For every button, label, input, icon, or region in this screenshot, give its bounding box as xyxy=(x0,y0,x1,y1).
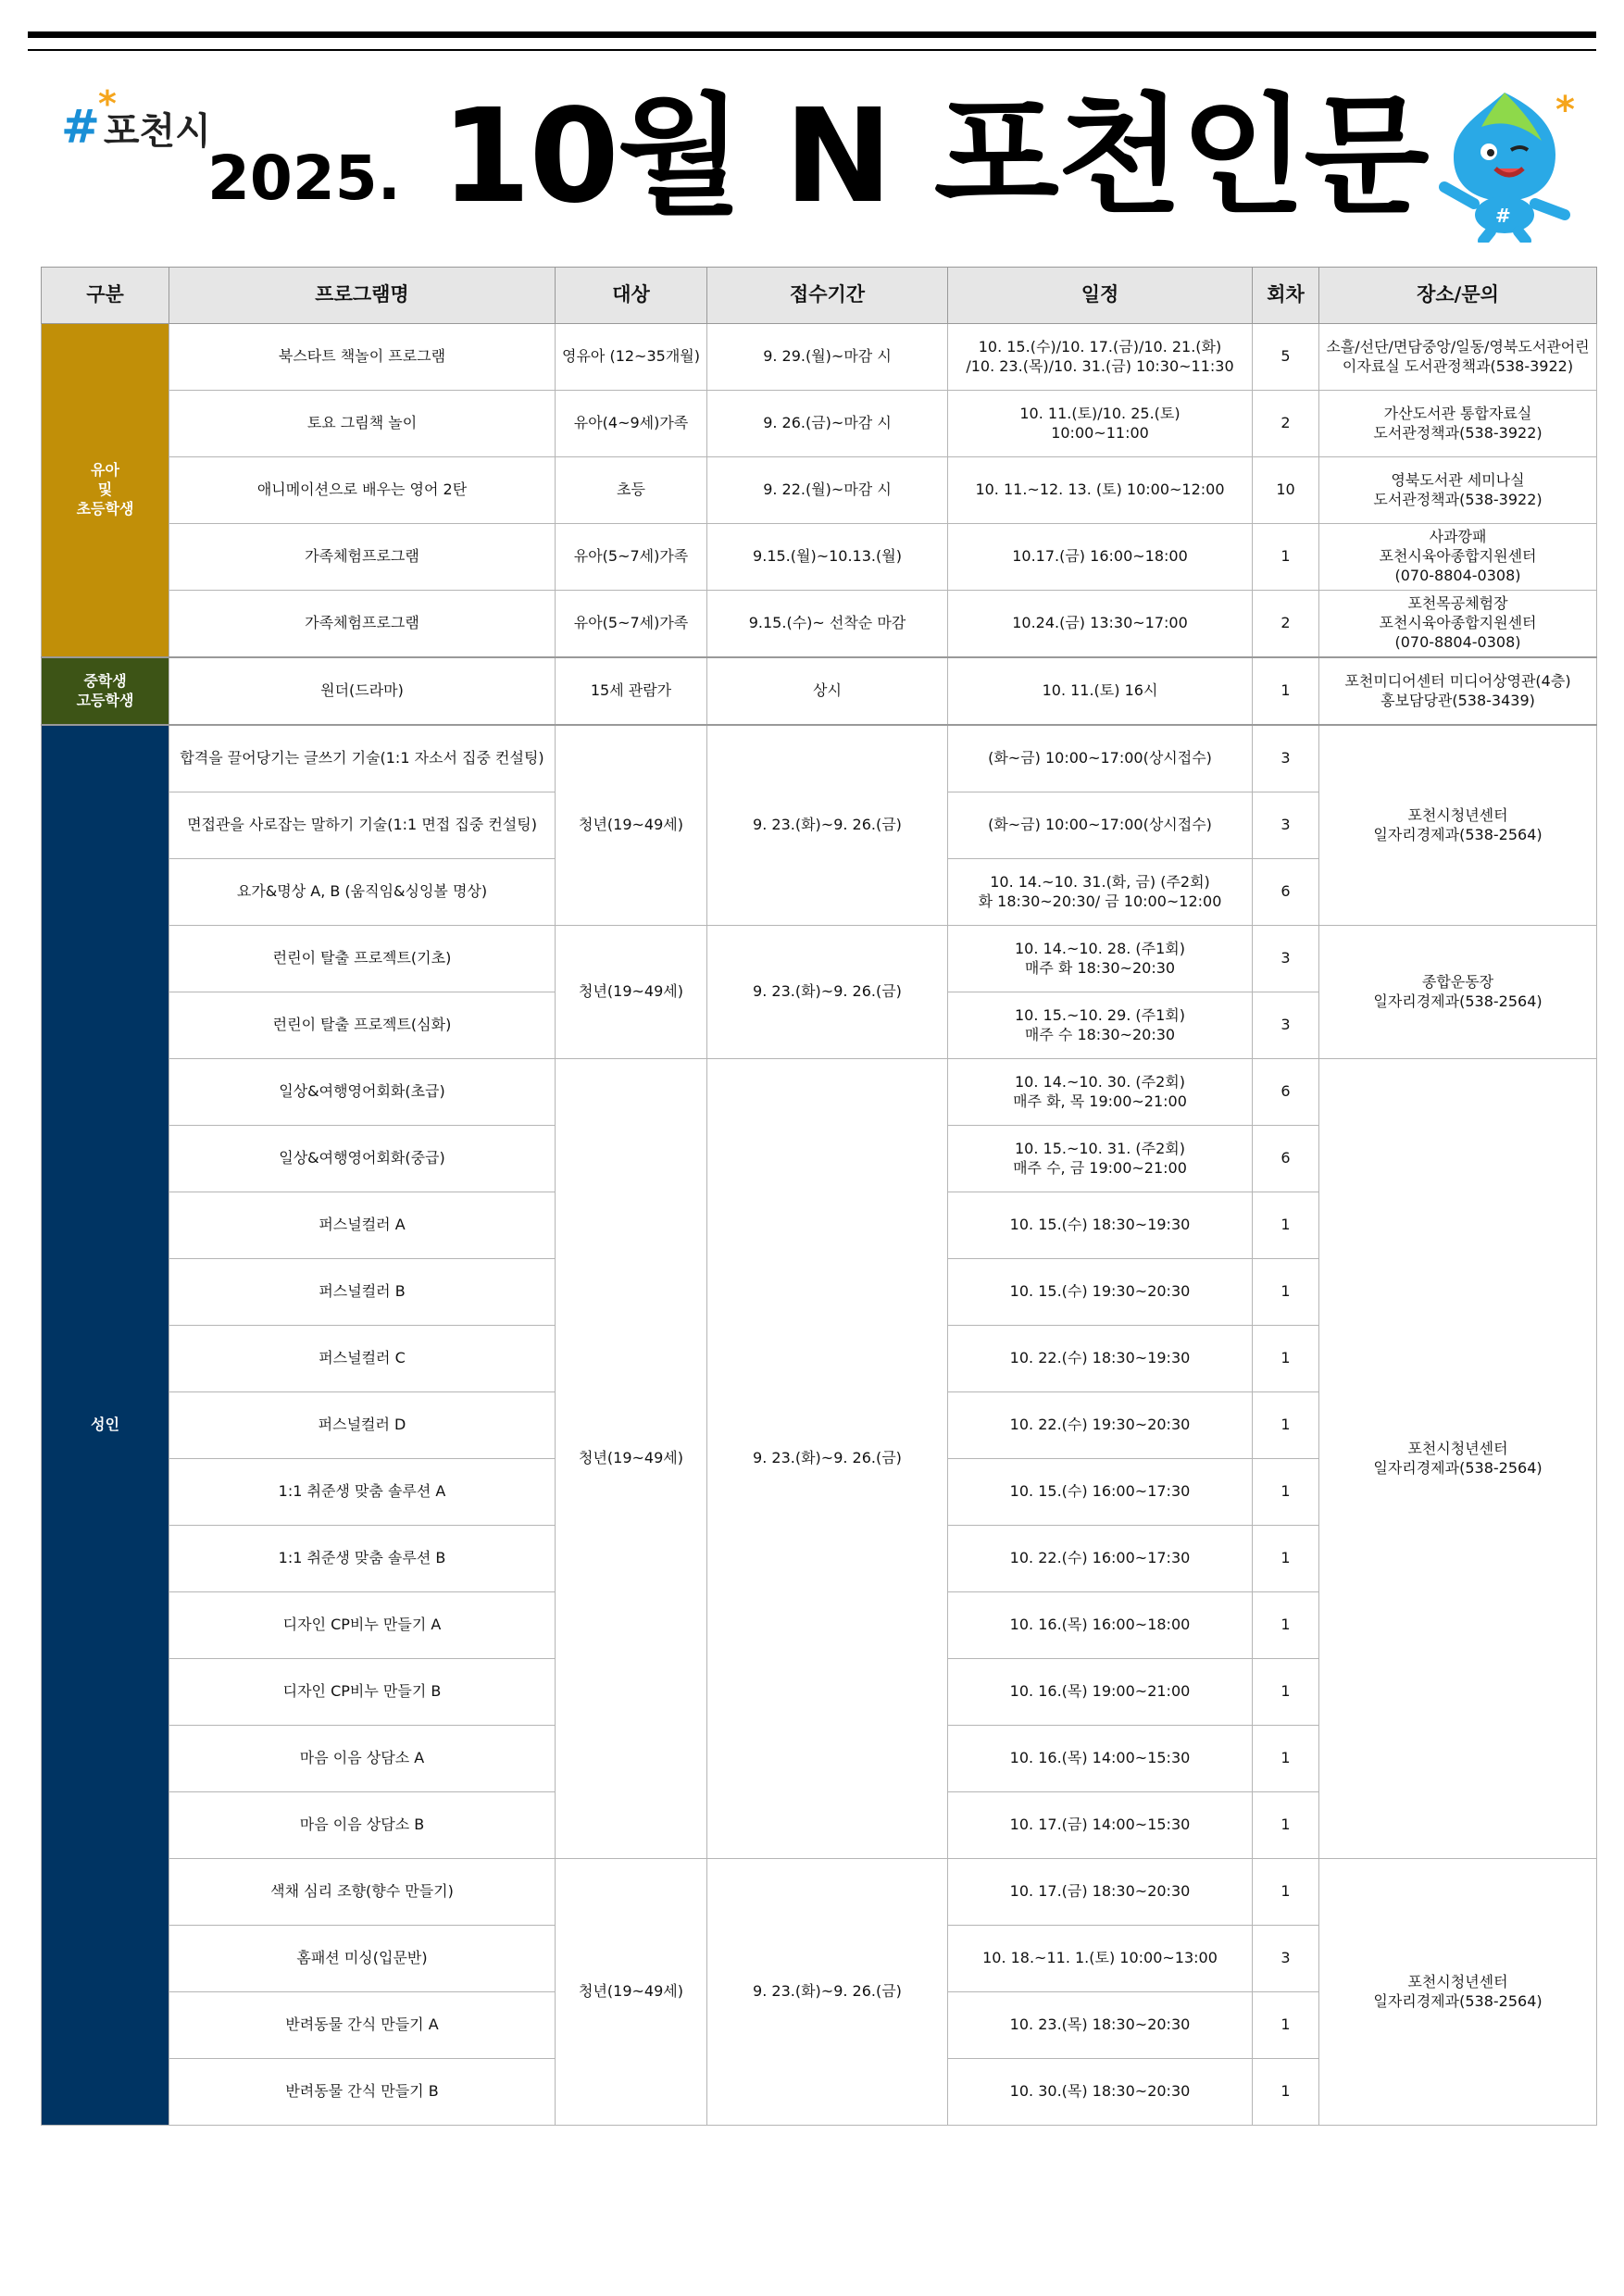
program-name: 1:1 취준생 맞춤 솔루션 A xyxy=(169,1459,556,1526)
schedule: 10. 11.(토) 16시 xyxy=(948,657,1253,725)
period: 9. 26.(금)~마감 시 xyxy=(707,391,948,457)
schedule: 10. 15.(수) 18:30~19:30 xyxy=(948,1192,1253,1259)
count: 1 xyxy=(1253,1592,1319,1659)
program-name: 퍼스널컬러 B xyxy=(169,1259,556,1326)
count: 5 xyxy=(1253,324,1319,391)
place: 사과깡패 포천시육아종합지원센터 (070-8804-0308) xyxy=(1319,524,1597,591)
period: 9. 29.(월)~마감 시 xyxy=(707,324,948,391)
program-name: 면접관을 사로잡는 말하기 기술(1:1 면접 집중 컨설팅) xyxy=(169,792,556,859)
target: 청년(19~49세) xyxy=(556,1859,707,2126)
count: 2 xyxy=(1253,391,1319,457)
target: 유아(5~7세)가족 xyxy=(556,524,707,591)
schedule: 10.24.(금) 13:30~17:00 xyxy=(948,591,1253,658)
count: 1 xyxy=(1253,1992,1319,2059)
period: 9. 23.(화)~9. 26.(금) xyxy=(707,1059,948,1859)
schedule: 10.17.(금) 16:00~18:00 xyxy=(948,524,1253,591)
schedule: 10. 16.(목) 19:00~21:00 xyxy=(948,1659,1253,1726)
program-name: 반려동물 간식 만들기 A xyxy=(169,1992,556,2059)
table-row xyxy=(42,391,1597,457)
page-title: 10월 N 포천인문 xyxy=(441,81,1428,232)
schedule: 10. 14.~10. 31.(화, 금) (주2회) 화 18:30~20:30/ 금 10:00~12:00 xyxy=(948,859,1253,926)
col-header: 일정 xyxy=(948,268,1253,324)
schedule: 10. 16.(목) 16:00~18:00 xyxy=(948,1592,1253,1659)
place: 포천시청년센터 일자리경제과(538-2564) xyxy=(1319,1059,1597,1859)
svg-text:*: * xyxy=(1555,89,1575,131)
program-name: 마음 이음 상담소 B xyxy=(169,1792,556,1859)
table-row xyxy=(42,657,1597,725)
logo-text: 포천시 xyxy=(103,110,211,153)
mascot-image xyxy=(1417,85,1593,243)
table-row xyxy=(42,1859,1597,1926)
count: 3 xyxy=(1253,926,1319,992)
count: 10 xyxy=(1253,457,1319,524)
col-header: 프로그램명 xyxy=(169,268,556,324)
place: 포천목공체험장 포천시육아종합지원센터 (070-8804-0308) xyxy=(1319,591,1597,658)
program-name: 애니메이션으로 배우는 영어 2탄 xyxy=(169,457,556,524)
count: 1 xyxy=(1253,1192,1319,1259)
target: 영유아 (12~35개월) xyxy=(556,324,707,391)
program-name: 홈패션 미싱(입문반) xyxy=(169,1926,556,1992)
count: 1 xyxy=(1253,1459,1319,1526)
table-row xyxy=(42,457,1597,524)
count: 1 xyxy=(1253,1792,1319,1859)
col-header: 장소/문의 xyxy=(1319,268,1597,324)
count: 1 xyxy=(1253,524,1319,591)
schedule: 10. 15.~10. 31. (주2회) 매주 수, 금 19:00~21:00 xyxy=(948,1126,1253,1192)
count: 2 xyxy=(1253,591,1319,658)
period: 9. 23.(화)~9. 26.(금) xyxy=(707,926,948,1059)
count: 3 xyxy=(1253,992,1319,1059)
schedule: 10. 15.(수) 19:30~20:30 xyxy=(948,1259,1253,1326)
count: 1 xyxy=(1253,1526,1319,1592)
table-row xyxy=(42,524,1597,591)
svg-text:#: # xyxy=(1495,205,1511,227)
program-name: 런린이 탈출 프로젝트(심화) xyxy=(169,992,556,1059)
program-name: 원더(드라마) xyxy=(169,657,556,725)
schedule: 10. 22.(수) 19:30~20:30 xyxy=(948,1392,1253,1459)
place: 포천시청년센터 일자리경제과(538-2564) xyxy=(1319,725,1597,926)
count: 1 xyxy=(1253,1659,1319,1726)
program-table xyxy=(41,267,1597,2126)
col-header: 회차 xyxy=(1253,268,1319,324)
schedule: 10. 18.~11. 1.(토) 10:00~13:00 xyxy=(948,1926,1253,1992)
schedule: 10. 22.(수) 18:30~19:30 xyxy=(948,1326,1253,1392)
schedule: 10. 22.(수) 16:00~17:30 xyxy=(948,1526,1253,1592)
place: 포천미디어센터 미디어상영관(4층) 홍보담당관(538-3439) xyxy=(1319,657,1597,725)
target: 유아(5~7세)가족 xyxy=(556,591,707,658)
target: 청년(19~49세) xyxy=(556,926,707,1059)
count: 6 xyxy=(1253,859,1319,926)
schedule: 10. 14.~10. 28. (주1회) 매주 화 18:30~20:30 xyxy=(948,926,1253,992)
count: 3 xyxy=(1253,1926,1319,1992)
schedule: (화~금) 10:00~17:00(상시접수) xyxy=(948,725,1253,792)
top-rule-thin xyxy=(28,49,1596,51)
table-row xyxy=(42,1059,1597,1126)
period: 9. 22.(월)~마감 시 xyxy=(707,457,948,524)
period: 9. 23.(화)~9. 26.(금) xyxy=(707,725,948,926)
table-row xyxy=(42,591,1597,658)
count: 1 xyxy=(1253,1326,1319,1392)
program-name: 일상&여행영어회화(중급) xyxy=(169,1126,556,1192)
period: 9.15.(월)~10.13.(월) xyxy=(707,524,948,591)
count: 3 xyxy=(1253,725,1319,792)
schedule: 10. 14.~10. 30. (주2회) 매주 화, 목 19:00~21:00 xyxy=(948,1059,1253,1126)
schedule: 10. 15.(수) 16:00~17:30 xyxy=(948,1459,1253,1526)
schedule: (화~금) 10:00~17:00(상시접수) xyxy=(948,792,1253,859)
category-adult: 성인 xyxy=(42,725,169,2126)
program-name: 디자인 CP비누 만들기 A xyxy=(169,1592,556,1659)
count: 1 xyxy=(1253,2059,1319,2126)
count: 3 xyxy=(1253,792,1319,859)
program-name: 토요 그림책 놀이 xyxy=(169,391,556,457)
program-name: 반려동물 간식 만들기 B xyxy=(169,2059,556,2126)
target: 청년(19~49세) xyxy=(556,725,707,926)
program-name: 퍼스널컬러 C xyxy=(169,1326,556,1392)
program-name: 가족체험프로그램 xyxy=(169,591,556,658)
schedule: 10. 30.(목) 18:30~20:30 xyxy=(948,2059,1253,2126)
pocheon-logo xyxy=(61,83,211,154)
schedule: 10. 23.(목) 18:30~20:30 xyxy=(948,1992,1253,2059)
program-name: 가족체험프로그램 xyxy=(169,524,556,591)
hash-icon: # xyxy=(61,100,100,154)
program-name: 런린이 탈출 프로젝트(기초) xyxy=(169,926,556,992)
program-name: 마음 이음 상담소 A xyxy=(169,1726,556,1792)
program-name: 일상&여행영어회화(초급) xyxy=(169,1059,556,1126)
place: 가산도서관 통합자료실 도서관정책과(538-3922) xyxy=(1319,391,1597,457)
col-header: 접수기간 xyxy=(707,268,948,324)
star-icon: * xyxy=(98,83,117,124)
table-row xyxy=(42,324,1597,391)
target: 유아(4~9세)가족 xyxy=(556,391,707,457)
program-name: 요가&명상 A, B (움직임&싱잉볼 명상) xyxy=(169,859,556,926)
program-name: 퍼스널컬러 A xyxy=(169,1192,556,1259)
place: 소흘/선단/면담중앙/일동/영북도서관어린이자료실 도서관정책과(538-3922) xyxy=(1319,324,1597,391)
top-rule-thick xyxy=(28,31,1596,38)
schedule: 10. 16.(목) 14:00~15:30 xyxy=(948,1726,1253,1792)
schedule: 10. 11.(토)/10. 25.(토) 10:00~11:00 xyxy=(948,391,1253,457)
place: 포천시청년센터 일자리경제과(538-2564) xyxy=(1319,1859,1597,2126)
program-name: 색채 심리 조향(향수 만들기) xyxy=(169,1859,556,1926)
target: 15세 관람가 xyxy=(556,657,707,725)
count: 1 xyxy=(1253,1726,1319,1792)
count: 1 xyxy=(1253,1259,1319,1326)
table-row xyxy=(42,926,1597,992)
schedule: 10. 11.~12. 13. (토) 10:00~12:00 xyxy=(948,457,1253,524)
program-name: 1:1 취준생 맞춤 솔루션 B xyxy=(169,1526,556,1592)
count: 1 xyxy=(1253,1859,1319,1926)
target: 초등 xyxy=(556,457,707,524)
count: 6 xyxy=(1253,1126,1319,1192)
program-name: 퍼스널컬러 D xyxy=(169,1392,556,1459)
category-teen: 중학생 고등학생 xyxy=(42,657,169,725)
program-name: 합격을 끌어당기는 글쓰기 기술(1:1 자소서 집중 컨설팅) xyxy=(169,725,556,792)
schedule: 10. 15.~10. 29. (주1회) 매주 수 18:30~20:30 xyxy=(948,992,1253,1059)
period: 상시 xyxy=(707,657,948,725)
count: 6 xyxy=(1253,1059,1319,1126)
count: 1 xyxy=(1253,657,1319,725)
program-name: 북스타트 책놀이 프로그램 xyxy=(169,324,556,391)
target: 청년(19~49세) xyxy=(556,1059,707,1859)
period: 9.15.(수)~ 선착순 마감 xyxy=(707,591,948,658)
title-year: 2025. xyxy=(207,143,401,214)
period: 9. 23.(화)~9. 26.(금) xyxy=(707,1859,948,2126)
category-kids: 유아 및 초등학생 xyxy=(42,324,169,658)
program-name: 디자인 CP비누 만들기 B xyxy=(169,1659,556,1726)
count: 1 xyxy=(1253,1392,1319,1459)
place: 영북도서관 세미나실 도서관정책과(538-3922) xyxy=(1319,457,1597,524)
col-header: 대상 xyxy=(556,268,707,324)
schedule: 10. 15.(수)/10. 17.(금)/10. 21.(화) /10. 23.(목)/10. 31.(금) 10:30~11:30 xyxy=(948,324,1253,391)
schedule: 10. 17.(금) 18:30~20:30 xyxy=(948,1859,1253,1926)
schedule: 10. 17.(금) 14:00~15:30 xyxy=(948,1792,1253,1859)
place: 종합운동장 일자리경제과(538-2564) xyxy=(1319,926,1597,1059)
table-header-row xyxy=(42,268,1597,324)
col-header: 구분 xyxy=(42,268,169,324)
table-row xyxy=(42,725,1597,792)
